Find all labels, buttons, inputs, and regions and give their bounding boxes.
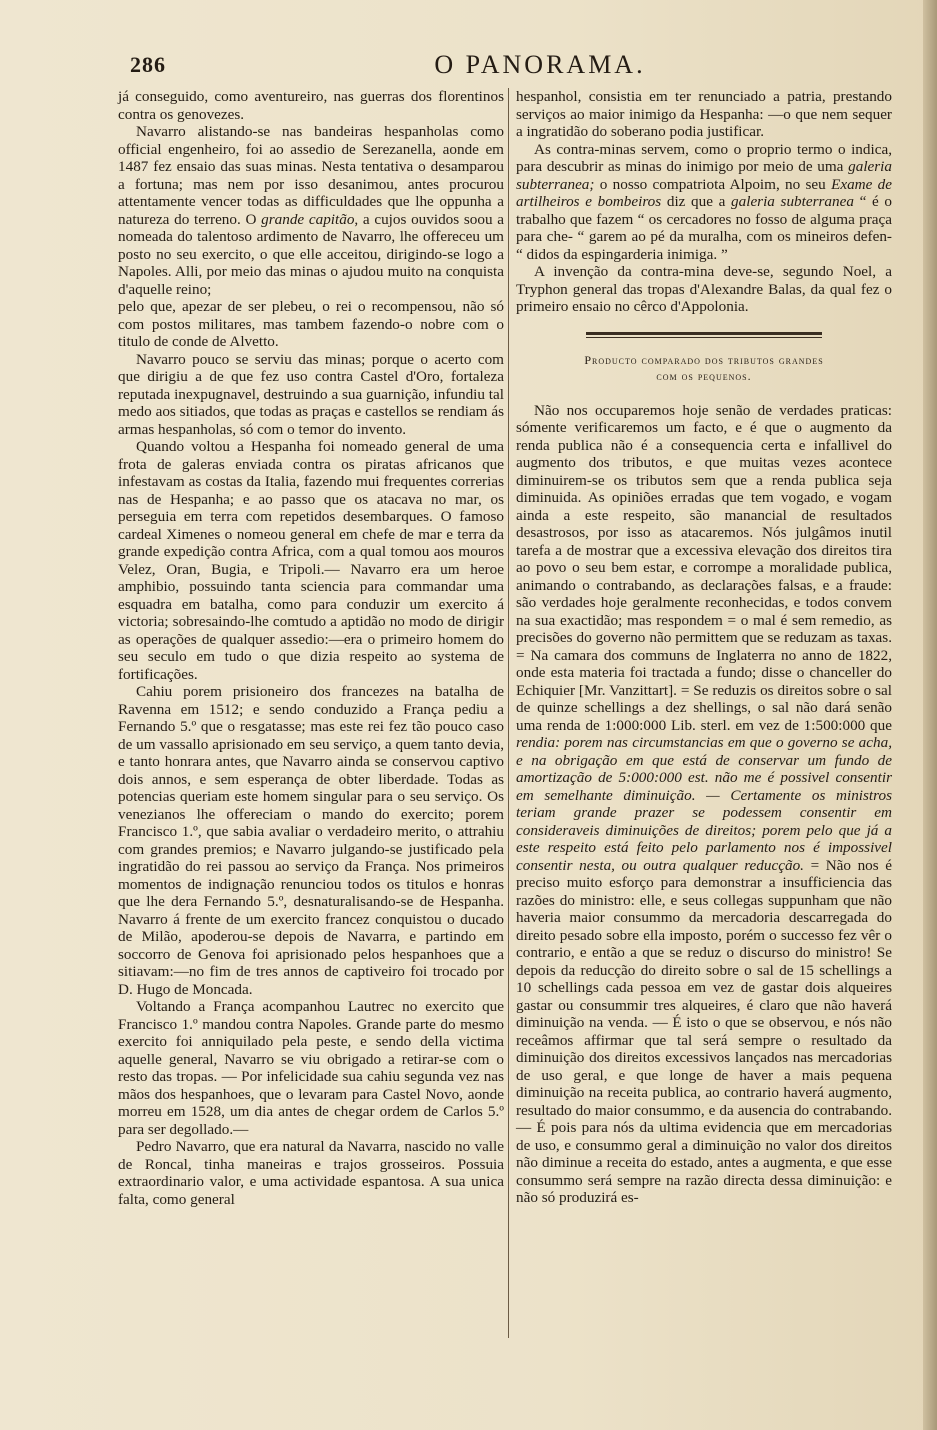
paragraph: A invenção da contra-mina deve-se, segundo Noel, a Tryphon general das tropas d'Alexandre Balas, da qual fez o primeiro ensaio no cêrco d'Appolonia. xyxy=(516,263,892,315)
section-title: Producto comparado dos tributos grandes com os pequenos. xyxy=(584,352,824,383)
column-divider xyxy=(508,88,509,1338)
left-column xyxy=(118,88,504,1208)
paragraph: Pedro Navarro, que era natural da Navarra, nascido no valle de Roncal, tinha maneiras e trajos grosseiros. Possuia extraordinario valor, e uma actividade espantosa. A sua unica falta, como general xyxy=(118,1138,504,1208)
paragraph: hespanhol, consistia em ter renunciado a patria, prestando serviços ao maior inimigo da Hespanha: —o que nem sequer a ingratidão do soberano podia justificar. xyxy=(516,88,892,140)
page-header xyxy=(130,50,906,82)
right-column xyxy=(516,88,892,1207)
page-binding-edge xyxy=(923,0,937,1430)
paragraph: As contra-minas servem, como o proprio termo o indica, para descubrir as minas do inimigo por meio de uma galeria subterranea; o nosso compatriota Alpoim, no seu Exame de artilheiros e bombeiros diz que a galeria subterranea “ é o trabalho que fazem “ os cercadores no fosso de alguma praça para che- “ garem ao pé da muralha, com os mineiros defen- “ didos da espingarderia inimiga. ” xyxy=(516,140,893,263)
running-title: O PANORAMA. xyxy=(434,50,646,79)
section-divider xyxy=(586,332,822,338)
paragraph: Não nos occuparemos hoje senão de verdades praticas: sómente verificaremos um facto, e é que o augmento da renda publica não é a consequencia certa e infallivel do augmento dos tributos, e que muitas vezes acontece diminuirem-se os tributos sem que a renda publica seja diminuida. As opiniões erradas que tem vogado, e vogam ainda a este respeito, são manancial de resultados desastrosos, por isso as atacaremos. Nós julgâmos inutil tarefa a de mostrar que a excessiva elevação dos direitos tira ao povo o seu bem estar, e corrompe a moralidade publica, animando o contrabando, as declarações falsas, e a fraude: são verdades hoje geralmente reconhecidas, e todos convem na sua exactidão; mas respondem = o mal é sem remedio, as precisões do governo não permittem que se reduzam as taxas. = Na camara dos communs de Inglaterra no anno de 1822, onde esta materia foi tractada a fundo; disse o chanceller do Echiquier [Mr. Vanzittart]. = Se reduzis os direitos sobre o sal de quinze schellings a dez shellings, o sal não dará senão uma renda de 1:000:000 Lib. sterl. em vez de 1:500:000 que rendia: porem nas circumstancias em que o governo se acha, e na obrigação em que está de conservar um fundo de amortização de 5:000:000 est. não me é possivel consentir em semelhante diminuição. — Certamente os ministros teriam grande prazer se podessem consentir em consideraveis diminuições de direitos; porem pelo que já a este respeito está feito pelo parlamento nos é impossivel consentir nesta, ou outra qualquer reducção. = Não nos é preciso muito esforço para demonstrar a insufficiencia das razões do ministro: elle, e seus collegas suppunham que não haveria maior consummo da mercadoria descarregada do direito pesado sobre ella imposto, porém o successo fez vêr o contrario, e então a que se reduz o discurso do ministro! Se depois da reducção do direito sobre o sal de 15 schellings a 10 schellings cada pessoa em vez de gastar dois alqueires gastar ou consummir tres alqueires, é claro que não haverá diminuição na venda. — É isto o que se observou, e nós não receâmos affirmar que tal será sempre o resultado da diminuição dos direitos excessivos lançados nas mercadorias de uso geral, e que longe de haver a mais pequena diminuição na receita publica, ao contrario haverá augmento, resultado do maior consummo, e da ausencia do contrabando. — É pois para nós da ultima evidencia que em mercadorias de uso, e consummo geral a diminuição no valor dos direitos não diminue a receita do estado, antes a augmenta, e que esse consummo será sempre na razão directa dessa diminuição: e não só produzirá es- xyxy=(516,401,893,1206)
paragraph: Cahiu porem prisioneiro dos francezes na batalha de Ravenna em 1512; e sendo conduzido a França pediu a Fernando 5.º que o resgatasse; mas este rei fez tão pouco caso de um vassallo aprisionado em seu serviço, a quem tanto devia, e tanto honrara antes, que Navarro ainda se conservou captivo dois annos, e sem esperança de obter liberdade. Todas as potencias queriam este homem singular para o seu serviço. Os venezianos lhe offereciam o mando do exercito; porem Francisco 1.º, que sabia avaliar o verdadeiro merito, o attrahiu com grandes premios; e Navarro julgando-se justificado pela ingratidão do rei passou ao serviço da França. Nos primeiros momentos de indignação renunciou todos os titulos e honras que lhe dera Fernando 5.º, desnaturalisando-se de Hespanha. Navarro á frente de um exercito francez conquistou o ducado de Milão, apoderou-se depois de Navarra, e partindo em soccorro de Genova foi aprisionado pelos hespanhoes que a sitiavam:—no fim de tres annos de captiveiro foi trocado por D. Hugo de Moncada. xyxy=(118,683,504,998)
paragraph: Voltando a França acompanhou Lautrec no exercito que Francisco 1.º mandou contra Napoles. Grande parte do mesmo exercito foi anniquilado pela peste, e sendo della victima aquelle general, Navarro se viu obrigado a retirar-se com o resto das tropas. — Por infelicidade sua cahiu segunda vez nas mãos dos hespanhoes, que o levaram para Castel Novo, aonde morreu em 1528, um dia antes de chegar ordem de Carlos 5.º para ser degollado.— xyxy=(118,998,504,1138)
paragraph: já conseguido, como aventureiro, nas guerras dos florentinos contra os genovezes. xyxy=(118,88,504,123)
paragraph: Navarro alistando-se nas bandeiras hespanholas como official engenheiro, foi ao assedio de Serezanella, aonde em 1487 fez ensaio das suas minas. Nesta tentativa o desamparou a fortuna; mas nem por isso desanimou, antes procurou attentamente vencer todas as difficuldades que lhe oppunha a natureza do terreno. O grande capitão, a cujos ouvidos soou a nomeada do talentoso ardimento de Navarro, lhe offereceu um posto no seu exercito, o que elle acceitou, dirigindo-se logo a Napoles. Alli, por meio das minas o ajudou muito na conquista d'aquelle reino; xyxy=(118,123,504,298)
page-number: 286 xyxy=(130,52,166,77)
paragraph: Quando voltou a Hespanha foi nomeado general de uma frota de galeras enviada contra os piratas africanos que infestavam as costas da Italia, fazendo mui frequentes correrias nas de Hespanha; e ao passo que os atacava no mar, os perseguia em terra com repetidos desembarques. O famoso cardeal Ximenes o nomeou general em chefe de mar e terra da grande expedição contra Africa, com a qual tomou aos mouros Velez, Oran, Bugia, e Tripoli.— Navarro era um heroe amphibio, possuindo tanta sciencia para commandar uma esquadra em batalha, como para conduzir um exercito á victoria; sobresaindo-lhe comtudo a aptidão no modo de dirigir as operações de qualquer assedio:—era o primeiro homem do seu seculo em tudo o que dizia respeito ao systema de fortificações. xyxy=(118,438,504,683)
paragraph: Navarro pouco se serviu das minas; porque o acerto com que dirigiu a de que fez uso contra Castel d'Oro, fortaleza reputada inexpugnavel, destruindo a sua guarnição, infundiu tal medo aos sitiados, que todas as praças e castellos se rendiam ás armas hespanholas, só com o temor do invento. xyxy=(118,350,504,438)
paragraph: pelo que, apezar de ser plebeu, o rei o recompensou, não só com postos militares, mas tambem fazendo-o nobre com o titulo de conde de Alvetto. xyxy=(118,298,504,350)
